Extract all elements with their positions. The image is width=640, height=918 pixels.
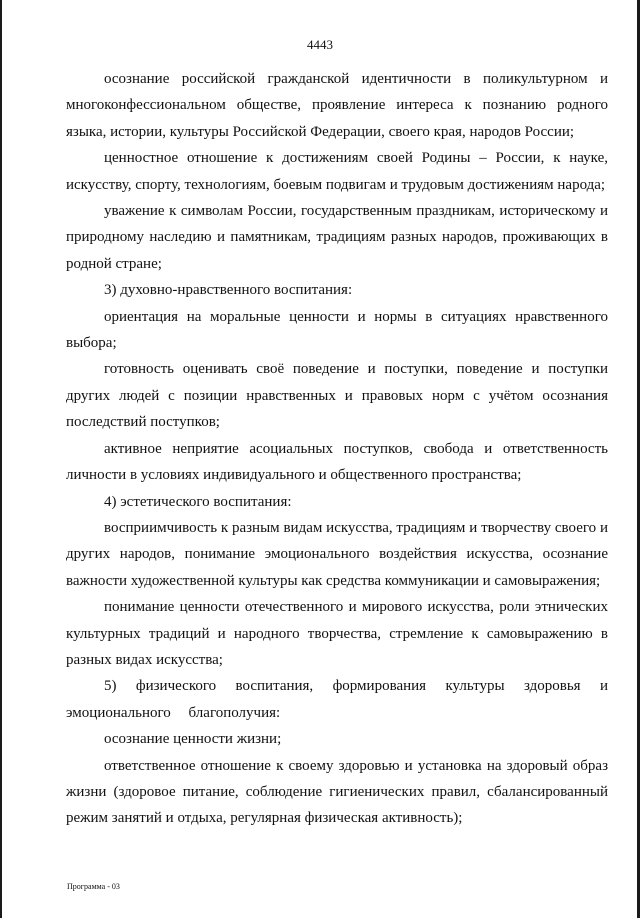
paragraph-health-attitude: ответственное отношение к своему здоровью и установка на здоровый образ жизни (здоровое питание, соблюдение гигиенических правил, сбалансированный режим занятий и отдыха, регулярная физическая активность); bbox=[66, 757, 608, 827]
paragraph-respect-symbols: уважение к символам России, государственным праздникам, историческому и природному наследию и памятникам, традициям разных народов, проживающих в родной стране; bbox=[66, 203, 608, 272]
paragraph-art-receptivity: восприимчивость к разным видам искусства, традициям и творчеству своего и других народов, понимание эмоционального воздействия искусства, осознание важности художественной культуры как средства коммуникации и самовыражения; bbox=[66, 519, 608, 589]
paragraph-readiness-evaluate: готовность оценивать своё поведение и поступки, поведение и поступки других людей с позиции нравственных и правовых норм с учётом осознания последствий поступков; bbox=[66, 361, 608, 431]
paragraph-life-value: осознание ценности жизни; bbox=[104, 731, 282, 748]
footer-label: Программа - 03 bbox=[67, 882, 120, 891]
section-heading-aesthetic: 4) эстетического воспитания: bbox=[104, 493, 292, 510]
section-heading-physical: 5) физического воспитания, формирования культуры здоровья и эмоционального благополучия: bbox=[66, 678, 608, 721]
page-number: 4443 bbox=[307, 37, 333, 52]
document-body bbox=[66, 66, 608, 832]
paragraph-rejection-asocial: активное неприятие асоциальных поступков, свобода и ответственность личности в условиях индивидуального и общественного пространства; bbox=[66, 440, 608, 484]
paragraph-civic-identity: осознание российской гражданской идентичности в поликультурном и многоконфессиональном обществе, проявление интереса к познанию родного языка, истории, культуры Российской Федерации, своего края, народов России; bbox=[66, 71, 608, 140]
paragraph-values-achievements: ценностное отношение к достижениям своей Родины – России, к науке, искусству, спорту, технологиям, боевым подвигам и трудовым достижениям народа; bbox=[66, 150, 608, 193]
section-heading-spiritual-moral: 3) духовно-нравственного воспитания: bbox=[104, 282, 353, 299]
paragraph-art-value: понимание ценности отечественного и мирового искусства, роли этнических культурных традиций и народного творчества, стремление к самовыражению в разных видах искусства; bbox=[66, 599, 608, 668]
paragraph-moral-orientation: ориентация на моральные ценности и нормы в ситуациях нравственного выбора; bbox=[66, 308, 608, 352]
scan-edge-left bbox=[0, 0, 2, 918]
